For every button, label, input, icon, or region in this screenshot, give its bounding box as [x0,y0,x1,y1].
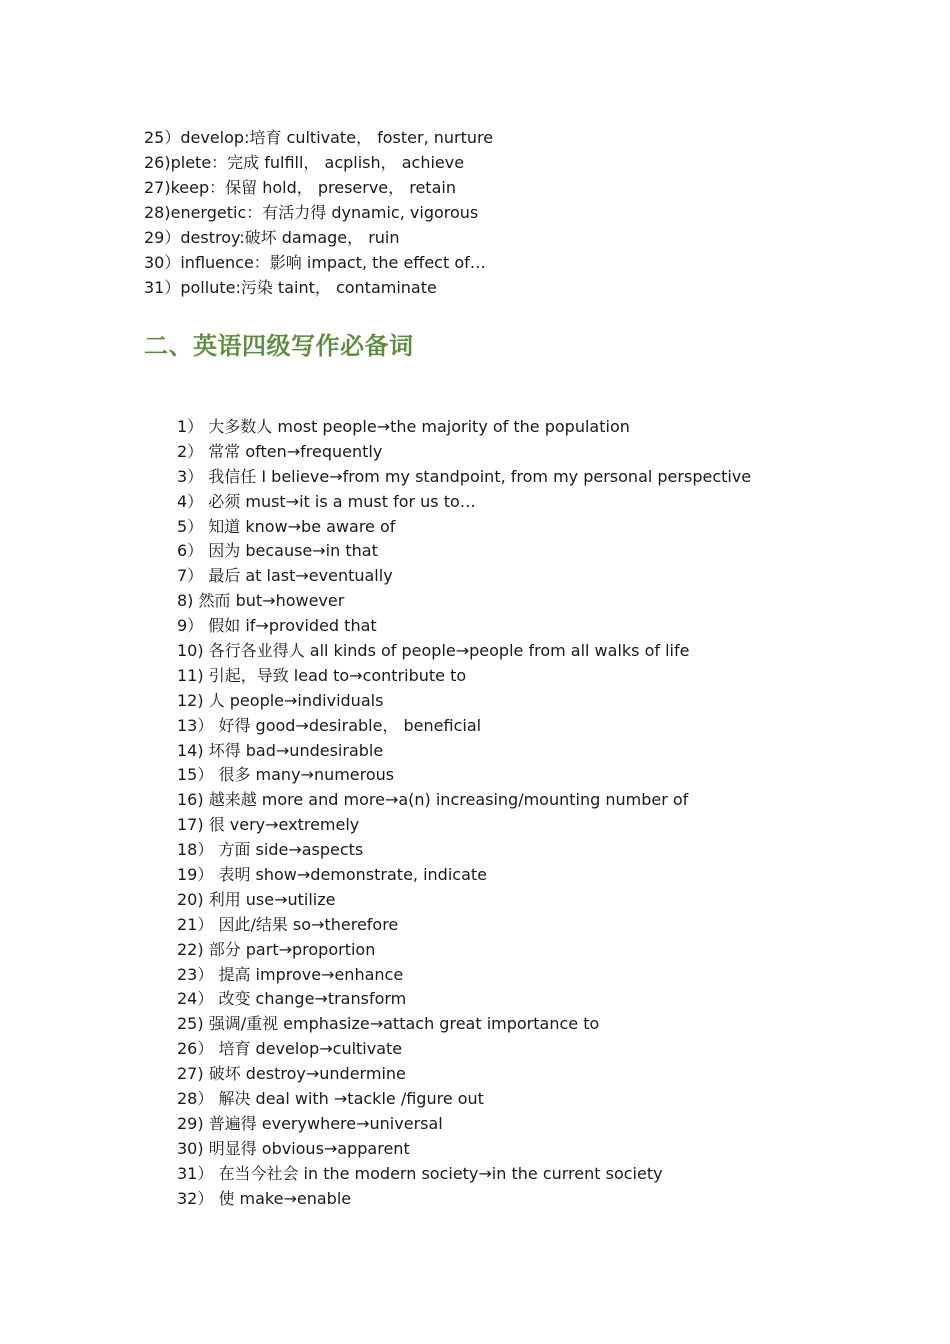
list-item: 2） 常常 often→frequently [177,441,383,461]
list-item: 14) 坏得 bad→undesirable [177,740,384,760]
list-item: 29) 普遍得 everywhere→universal [177,1113,443,1133]
list-item: 4） 必须 must→it is a must for us to… [177,491,476,511]
list-item: 25) 强调/重视 emphasize→attach great importance to [177,1014,600,1034]
list-item: 26)plete：完成 fulfill， acplish， achieve [144,153,465,172]
list-item: 20) 利用 use→utilize [177,889,336,909]
list-item: 5） 知道 know→be aware of [177,516,396,536]
list-item: 15） 很多 many→numerous [177,765,395,785]
list-item: 19） 表明 show→demonstrate, indicate [177,865,487,885]
list-item: 8) 然而 but→however [177,591,345,611]
list-item: 25）develop:培育 cultivate， foster, nurture [144,128,494,147]
list-item: 31） 在当今社会 in the modern society→in the current society [177,1163,663,1183]
list-item: 6） 因为 because→in that [177,541,378,561]
list-item: 30）influence：影响 impact, the effect of… [144,253,486,272]
list-item: 7） 最后 at last→eventually [177,566,393,586]
list-item: 16) 越来越 more and more→a(n) increasing/mounting number of [177,790,689,810]
list-item: 24） 改变 change→transform [177,989,407,1009]
list-item: 32） 使 make→enable [177,1188,352,1208]
list-item: 22) 部分 part→proportion [177,939,376,959]
list-item: 3） 我信任 I believe→from my standpoint, from my personal perspective [177,466,752,486]
list-item: 30) 明显得 obvious→apparent [177,1138,410,1158]
list-item: 28)energetic：有活力得 dynamic, vigorous [144,203,479,222]
list-item: 1） 大多数人 most people→the majority of the population [177,417,630,436]
list-item: 27) 破坏 destroy→undermine [177,1064,406,1084]
list-item: 17) 很 very→extremely [177,815,360,835]
list-item: 10) 各行各业得人 all kinds of people→people from all walks of life [177,641,690,661]
section-heading: 二、英语四级写作必备词 [144,332,414,360]
list-item: 13） 好得 good→desirable， beneficial [177,715,482,735]
list-item: 11) 引起，导致 lead to→contribute to [177,665,467,685]
continued-word-list [144,125,493,300]
list-item: 18） 方面 side→aspects [177,840,364,860]
list-item: 27)keep：保留 hold， preserve， retain [144,178,456,197]
list-item: 29）destroy:破坏 damage， ruin [144,228,400,247]
list-item: 12) 人 people→individuals [177,690,384,710]
list-item: 21） 因此/结果 so→therefore [177,914,399,934]
essential-word-list [177,415,751,1212]
list-item: 31）pollute:污染 taint， contaminate [144,278,437,297]
list-item: 9） 假如 if→provided that [177,616,377,636]
list-item: 23） 提高 improve→enhance [177,964,404,984]
list-item: 26） 培育 develop→cultivate [177,1039,403,1059]
list-item: 28） 解决 deal with →tackle /figure out [177,1089,484,1109]
